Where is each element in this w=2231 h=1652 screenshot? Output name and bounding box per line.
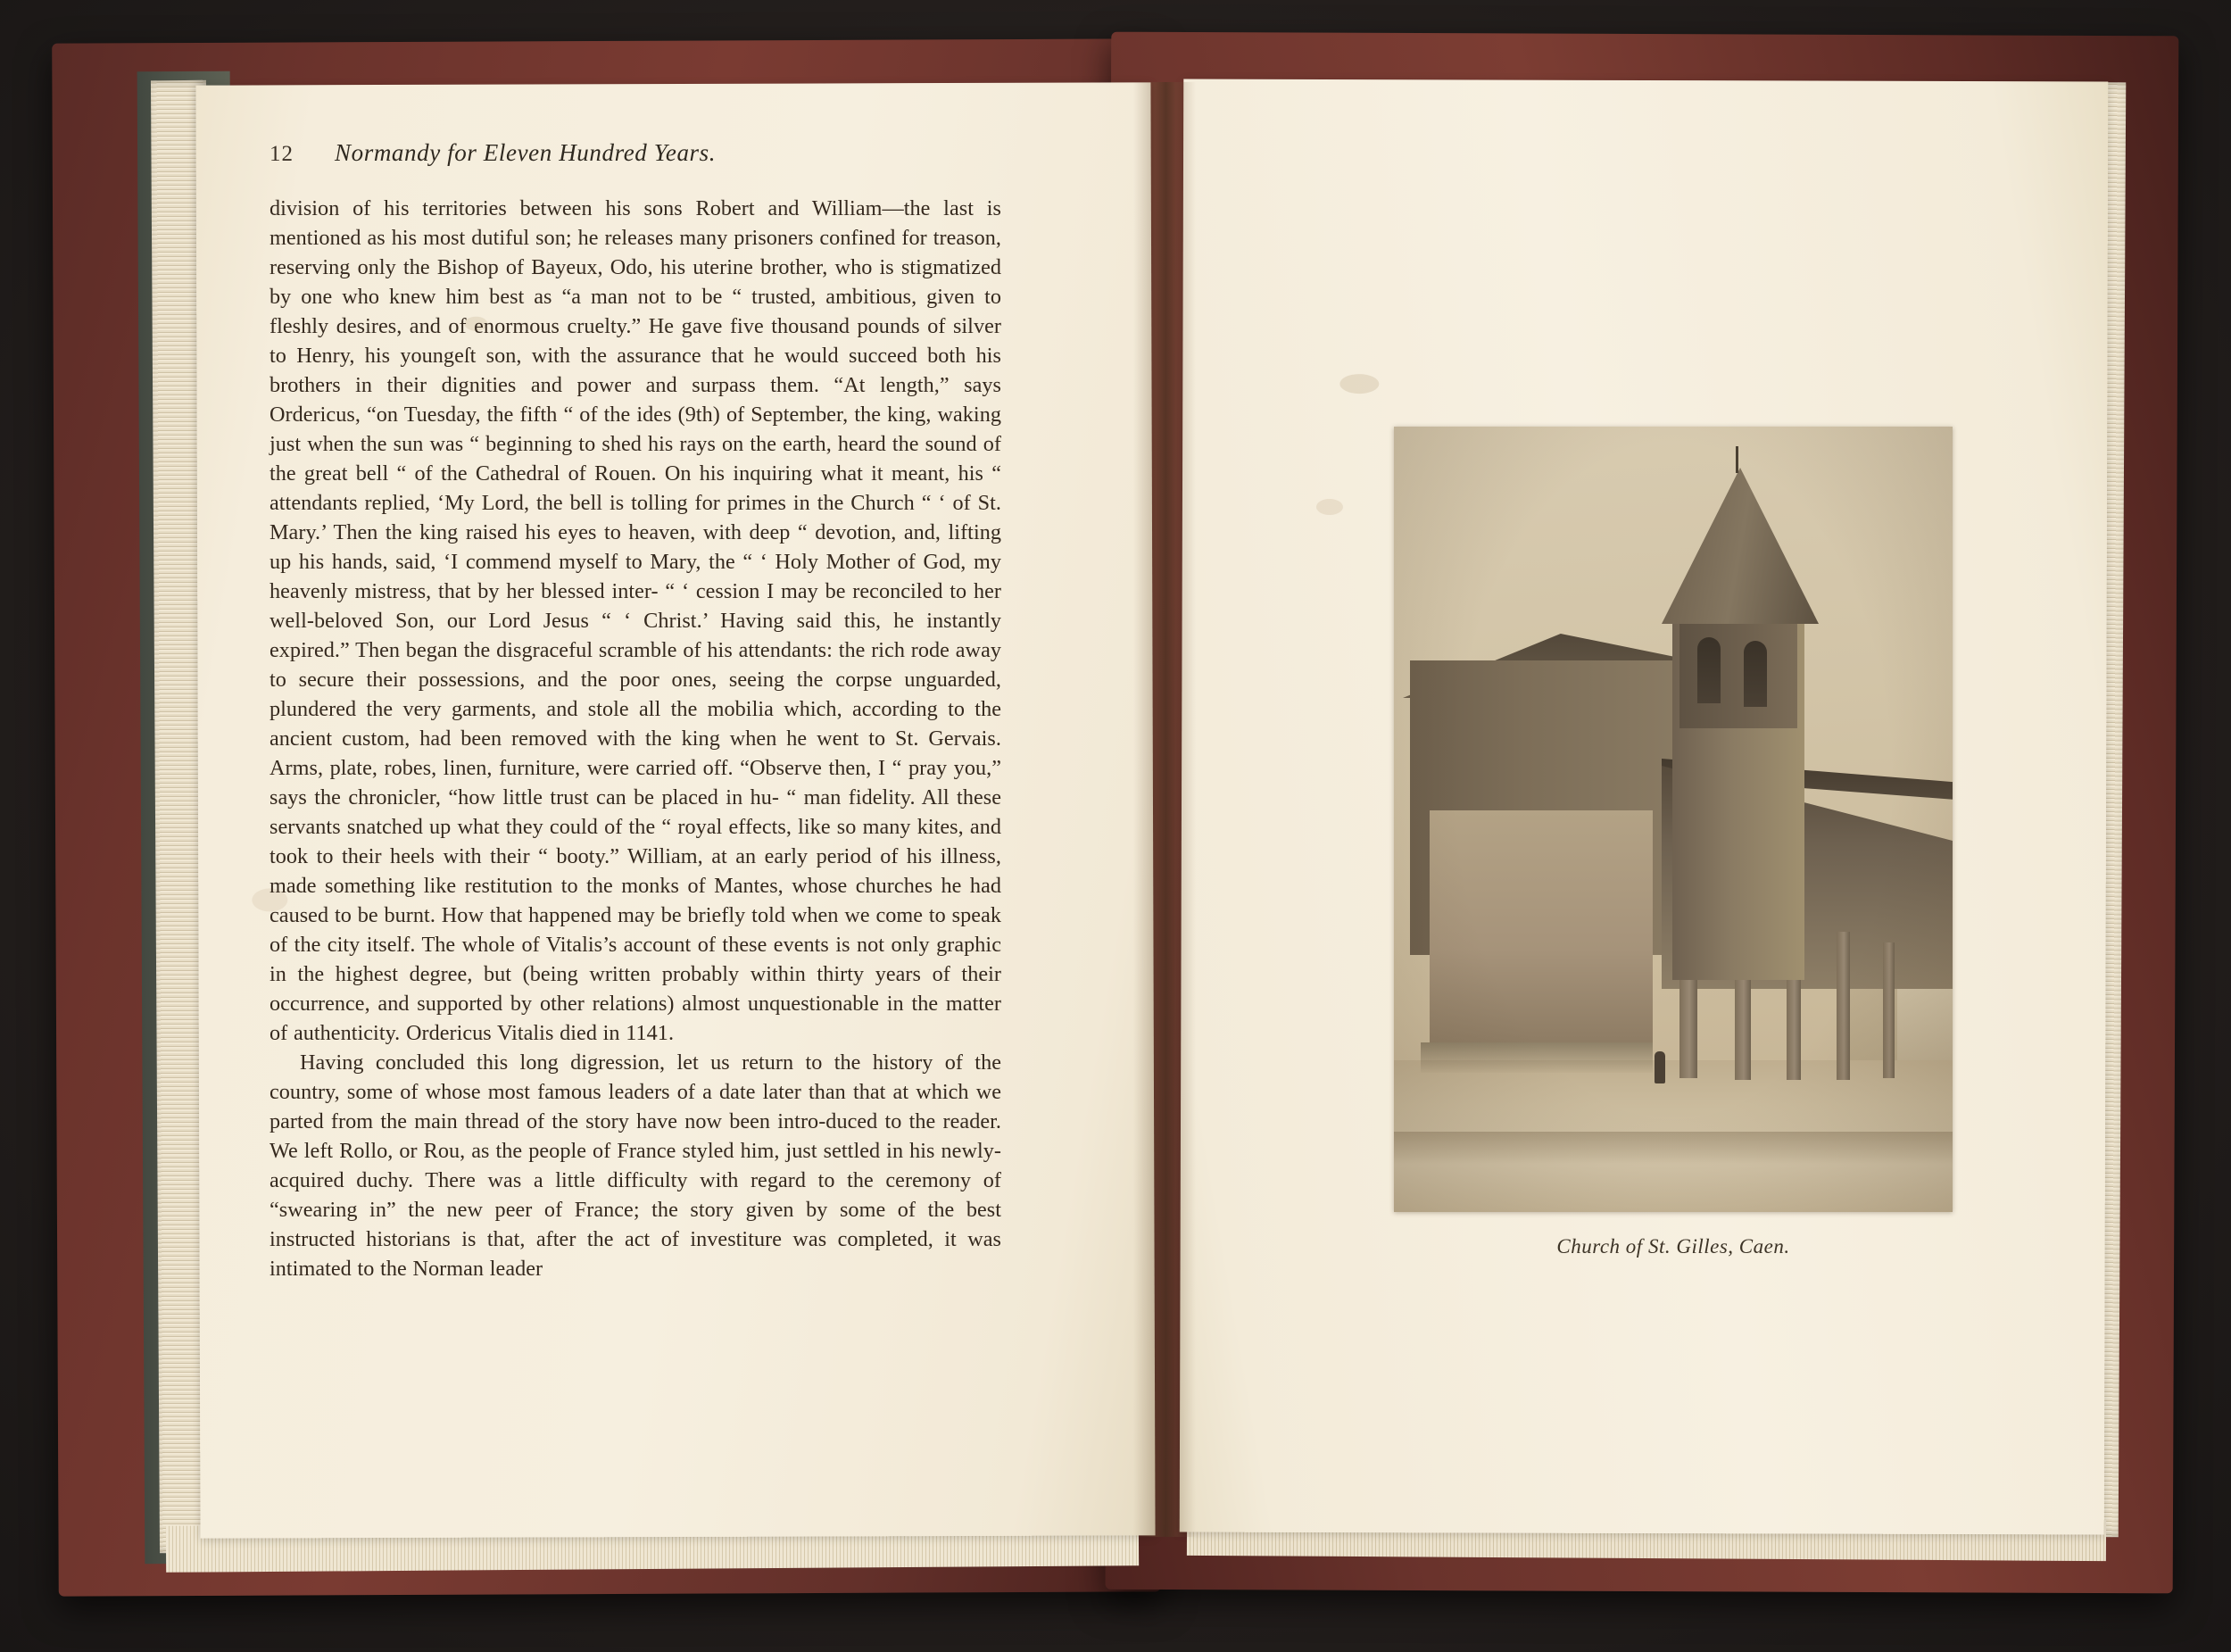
photographic-plate	[1394, 427, 1953, 1258]
paragraph: division of his territories between his sons Robert and William—the last is mentioned as his most dutiful son; he releases many prisoners confined for treason, reserving only the Bishop of Bayeux, Odo, his uterine brother, who is stigmatized by one who knew him best as “a man not to be “ trusted, ambitious, given to fleshly desires, and of enormous cruelty.” He gave five thousand pounds of silver to Henry, his youngeſt son, with the assurance that he would succeed both his brothers in their dignities and power and surpass them. “At length,” says Ordericus, “on Tuesday, the fifth “ of the ides (9th) of September, the king, waking just when the sun was “ beginning to shed his rays on the earth, heard the sound of the great bell “ of the Cathedral of Rouen. On his inquiring what it meant, his “ attendants replied, ‘My Lord, the bell is tolling for primes in the Church “ ‘ of St. Mary.’ Then the king raised his eyes to heaven, with deep “ devotion, and, lifting up his hands, said, ‘I commend myself to Mary, the “ ‘ Holy Mother of God, my heavenly mistress, that by her blessed inter- “ ‘ cession I may be reconciled to her well-beloved Son, our Lord Jesus “ ‘ Christ.’ Having said this, he instantly expired.” Then began the disgraceful scramble of his attendants: the rich rode away to secure their possessions, and the poor ones, seeing the corpse unguarded, plundered the very garments, and stole all the mobilia which, according to the ancient custom, had been removed with the king when he went to St. Gervais. Arms, plate, robes, linen, furniture, were carried off. “Observe then, I “ pray you,” says the chronicler, “how little trust can be placed in hu- “ man fidelity. All these servants snatched up what they could of the “ royal effects, like so many kites, and took to their heels with their “ booty.” William, at an early period of his illness, made something like restitution to the monks of Mantes, whose churches he had caused to be burnt. How that happened may be briefly told when we come to speak of the city itself. The whole of Vitalis’s account of these events is not only graphic in the highest degree, but (being written probably within thirty years of their occurrence, and supported by other relations) almost unquestionable in the matter of authenticity. Ordericus Vitalis died in 1141.	[270, 196, 1001, 1045]
running-head	[270, 139, 1001, 167]
open-book	[55, 25, 2175, 1609]
page-number: 12	[270, 142, 294, 166]
foxing-spot	[1316, 499, 1343, 515]
running-head-title: Normandy for Eleven Hundred Years.	[335, 139, 717, 166]
plate-caption: Church of St. Gilles, Caen.	[1556, 1235, 1790, 1258]
foxing-spot	[1339, 374, 1379, 394]
photo-vignette	[1394, 427, 1953, 1212]
left-page-content	[270, 139, 1001, 1283]
church-photograph	[1394, 427, 1953, 1212]
paragraph: Having concluded this long digression, let us return to the history of the country, some of whose most famous leaders of a date later than that at which we parted from the main thread of the story have now been intro-duced to the reader. We left Rollo, or Rou, as the people of France styled him, just settled in his newly-acquired duchy. There was a little difficulty with regard to the ceremony of “swearing in” the new peer of France; the story given by some of the best instructed historians is that, after the act of investiture was completed, it was intimated to the Norman leader	[270, 1050, 1001, 1281]
body-text	[270, 194, 1001, 1283]
